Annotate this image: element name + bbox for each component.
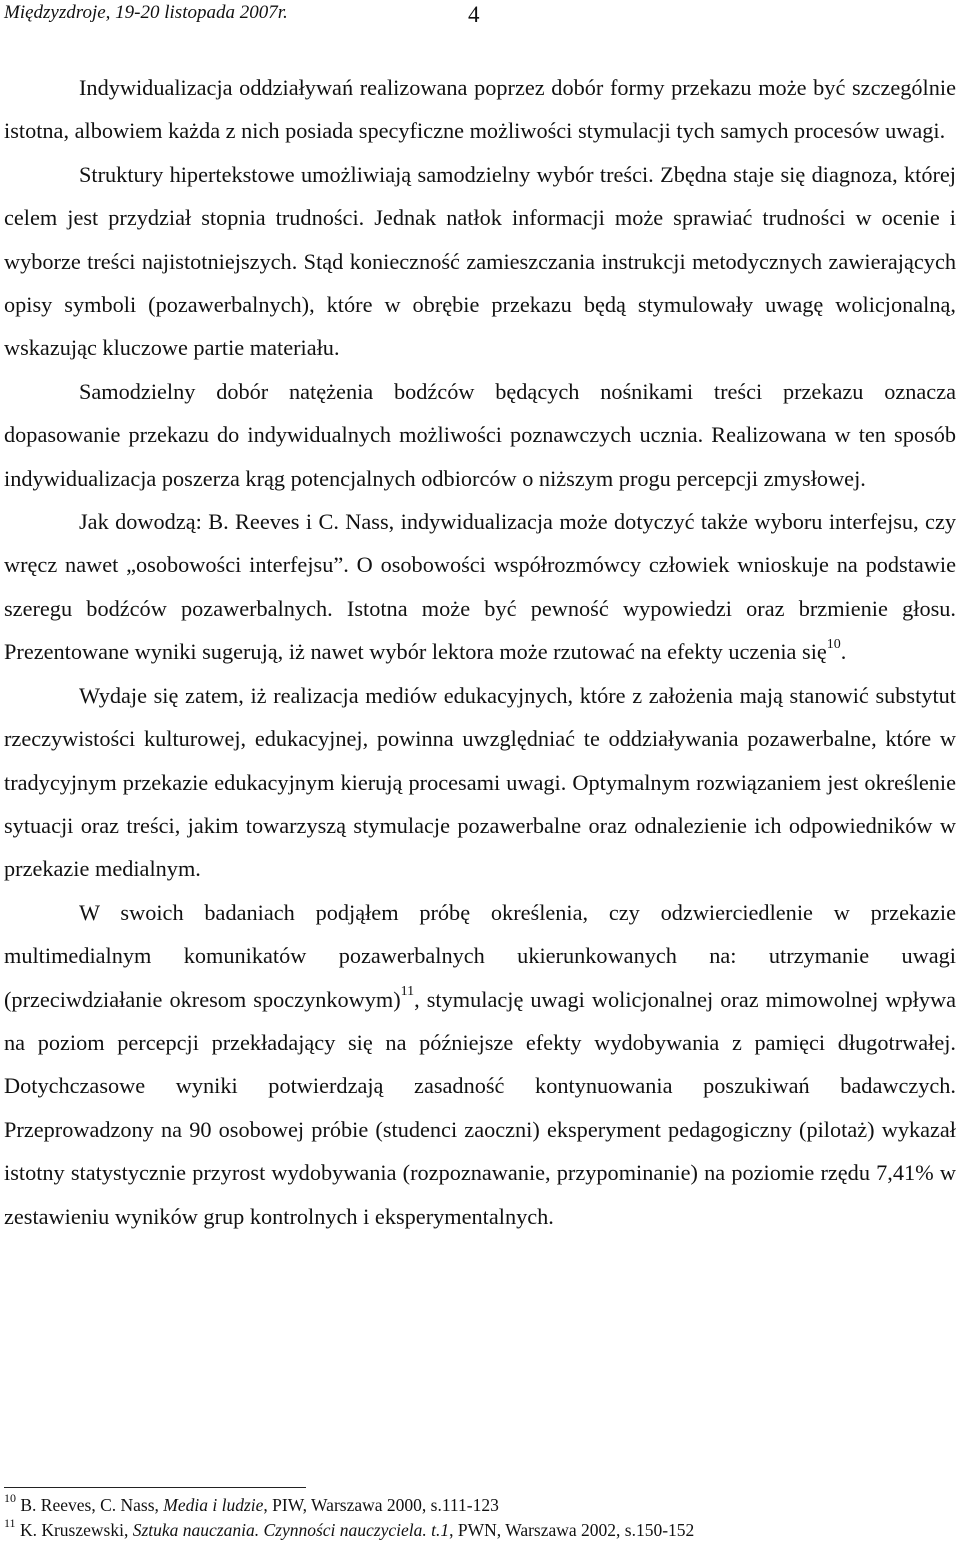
page-number: 4 xyxy=(468,2,480,27)
paragraph xyxy=(4,674,956,891)
footnote-title: Media i ludzie xyxy=(163,1495,264,1515)
footnote-separator xyxy=(4,1487,306,1488)
paragraph xyxy=(4,500,956,674)
paragraph xyxy=(4,153,956,370)
paragraph-text: Indywidualizacja oddziaływań realizowana poprzez dobór formy przekazu może być szczególnie istotna, albowiem każda z nich posiada specyficzne możliwości stymulacji tych samych procesów uwagi. xyxy=(4,75,956,144)
footnote-author: B. Reeves, C. Nass, xyxy=(20,1495,164,1515)
paragraph-text: Jak dowodzą: B. Reeves i C. Nass, indywidualizacja może dotyczyć także wyboru interfejsu, czy wręcz nawet „osobowości interfejsu”. O osobowości współrozmówcy człowiek wnioskuje na podstawie szeregu bodźców pozawerbalnych. Istotna może być pewność wypowiedzi oraz brzmienie głosu. Prezentowane wyniki sugerują, iż nawet wybór lektora może rzutować na efekty uczenia się xyxy=(4,509,956,665)
paragraph xyxy=(4,66,956,153)
footnotes xyxy=(4,1493,694,1543)
paragraph-text-tail: . xyxy=(840,639,847,665)
footnote-11 xyxy=(4,1518,694,1543)
running-header: Międzyzdroje, 19-20 listopada 2007r. xyxy=(4,2,288,23)
footnote-author: K. Kruszewski, xyxy=(19,1520,133,1540)
paragraph-text: W swoich badaniach podjąłem próbę określenia, czy odzwierciedlenie w przekazie multimedialnym komunikatów pozawerbalnych ukierunkowanych na: utrzymanie uwagi (przeciwdziałanie okresom spoczynkowym) xyxy=(4,899,956,1012)
paragraph-text: Samodzielny dobór natężenia bodźców będących nośnikami treści przekazu oznacza dopasowanie przekazu do indywidualnych możliwości poznawczych ucznia. Realizowana w ten sposób indywidualizacja poszerza krąg potencjalnych odbiorców o niższym progu percepcji zmysłowej. xyxy=(4,378,956,491)
footnote-details: , PIW, Warszawa 2000, s.111-123 xyxy=(263,1495,499,1515)
footnote-details: , PWN, Warszawa 2002, s.150-152 xyxy=(449,1520,695,1540)
paragraph xyxy=(4,370,956,500)
footnote-title: Sztuka nauczania. Czynności nauczyciela. t.1 xyxy=(132,1520,450,1540)
footnote-10 xyxy=(4,1493,694,1518)
paragraph-text-tail: , stymulację uwagi wolicjonalnej oraz mimowolnej wpływa na poziom percepcji przekładający się na późniejsze efekty wydobywania z pamięci długotrwałej. Dotychczasowe wyniki potwierdzają zasadność kontynuowania poszukiwań badawczych. Przeprowadzony na 90 osobowej próbie (studenci zaoczni) eksperyment pedagogiczny (pilotaż) wykazał istotny statystycznie przyrost wydobywania (rozpoznawanie, przypominanie) na poziomie rzędu 7,41% w zestawieniu wyników grup kontrolnych i eksperymentalnych. xyxy=(4,986,956,1229)
paragraph-text: Struktury hipertekstowe umożliwiają samodzielny wybór treści. Zbędna staje się diagnoza, której celem jest przydział stopnia trudności. Jednak natłok informacji może sprawiać trudności w ocenie i wyborze treści najistotniejszych. Stąd konieczność zamieszczania instrukcji metodycznych zawierających opisy symboli (pozawerbalnych), które w obrębie przekazu będą stymulowały uwagę wolicjonalną, wskazując kluczowe partie materiału. xyxy=(4,161,956,361)
body-text xyxy=(4,66,956,1238)
footnote-ref-10[interactable]: 10 xyxy=(826,636,841,652)
footnote-number: 11 xyxy=(4,1516,16,1531)
paragraph xyxy=(4,891,956,1238)
paragraph-text: Wydaje się zatem, iż realizacja mediów edukacyjnych, które z założenia mają stanowić substytut rzeczywistości kulturowej, edukacyjnej, powinna uwzględniać te oddziaływania pozawerbalne, które w tradycyjnym przekazie edukacyjnym kierują procesami uwagi. Optymalnym rozwiązaniem jest określenie sytuacji oraz treści, jakim towarzyszą stymulacje pozawerbalne oraz odnalezienie ich odpowiedników w przekazie medialnym. xyxy=(4,682,956,882)
footnote-ref-11[interactable]: 11 xyxy=(400,984,415,1000)
footnote-number: 10 xyxy=(4,1491,16,1506)
